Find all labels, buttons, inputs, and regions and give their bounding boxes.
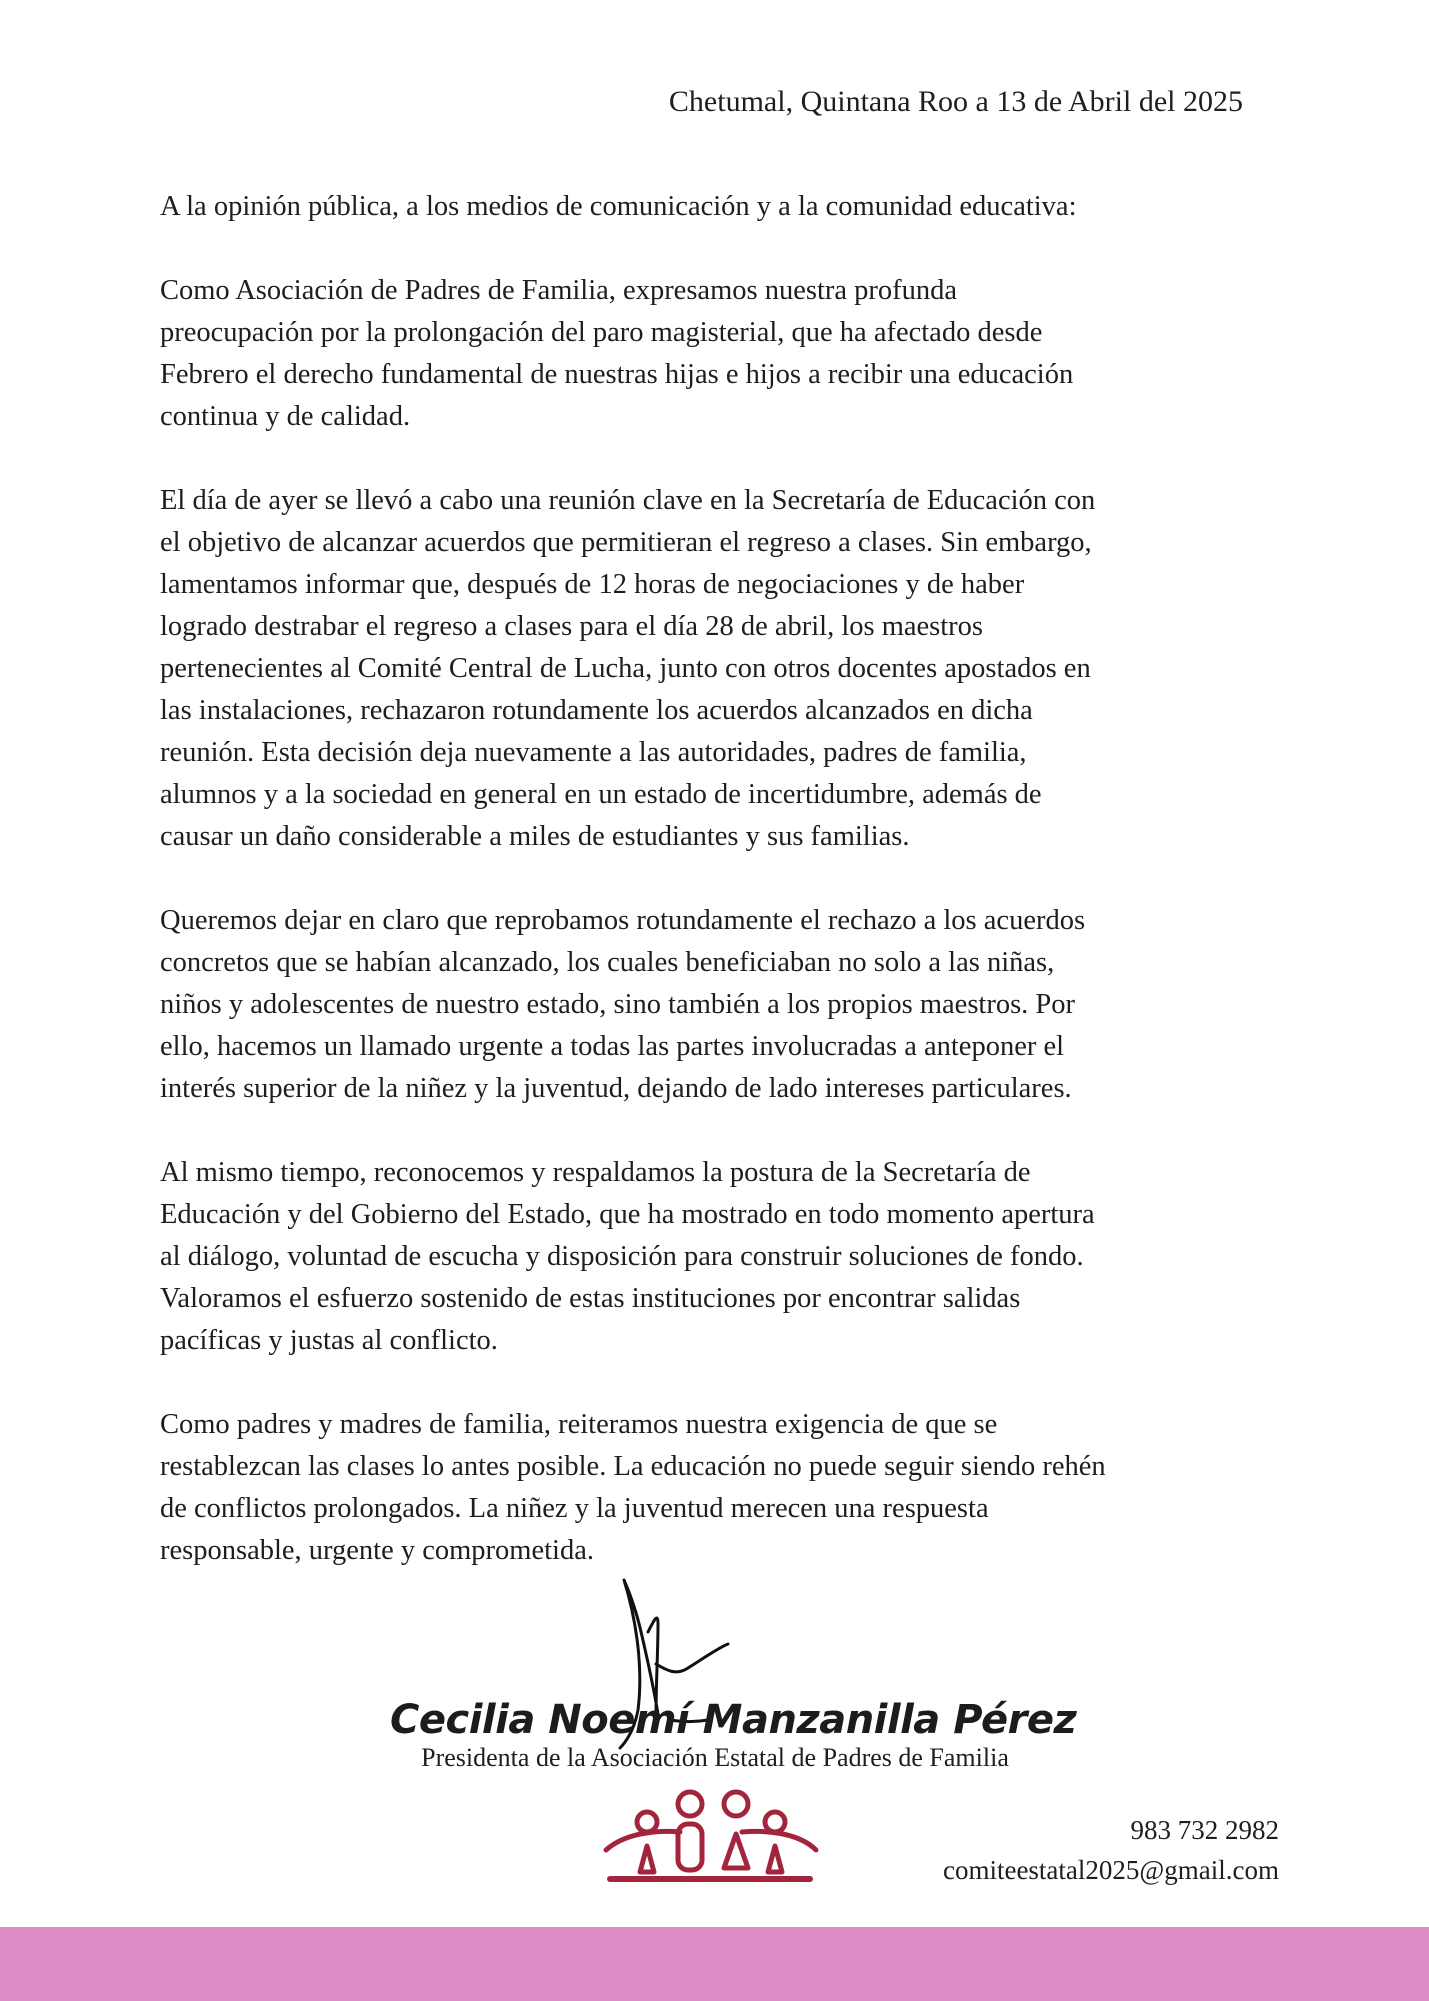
- salutation-paragraph: A la opinión pública, a los medios de comunicación y a la comunidad educativa:: [160, 191, 1077, 222]
- family-figures-logo-icon: [600, 1784, 822, 1888]
- body-paragraph-meeting: El día de ayer se llevó a cabo una reunión clave en la Secretaría de Educación con el objetivo de alcanzar acuerdos que permitieran el regreso a clases. Sin embargo, lamentamos informar que, después de 12 horas de negociaciones y de haber logrado destrabar el regreso a clases para el día 28 de abril, los maestros pertenecientes al Comité Central de Lucha, junto con otros docentes apostados en las instalaciones, rechazaron rotundamente los acuerdos alcanzados en dicha reunión. Esta decisión deja nuevamente a las autoridades, padres de familia, alumnos y a la sociedad en general en un estado de incertidumbre, además de causar un daño considerable a miles de estudiantes y sus familias.: [160, 485, 1096, 852]
- body-paragraph-rejection: Queremos dejar en claro que reprobamos rotundamente el rechazo a los acuerdos concretos que se habían alcanzado, los cuales beneficiaban no solo a las niñas, niños y adolescentes de nuestro estado, sino también a los propios maestros. Por ello, hacemos un llamado urgente a todas las partes involucradas a anteponer el interés superior de la niñez y la juventud, dejando de lado intereses particulares.: [160, 905, 1086, 1104]
- signer-name: Cecilia Noemí Manzanilla Pérez: [390, 1697, 1077, 1743]
- body-paragraph-concern: Como Asociación de Padres de Familia, expresamos nuestra profunda preocupación por la prolongación del paro magisterial, que ha afectado desde Febrero el derecho fundamental de nuestras hijas e hijos a recibir una educación continua y de calidad.: [160, 275, 1074, 432]
- contact-phone: 983 732 2982: [1130, 1815, 1279, 1845]
- letter-date: Chetumal, Quintana Roo a 13 de Abril del 2025: [668, 85, 1243, 118]
- footer-band: [0, 1927, 1429, 2001]
- letter-body: [160, 186, 1270, 1572]
- contact-info: [943, 1810, 1279, 1890]
- contact-email: comiteestatal2025@gmail.com: [942, 1855, 1279, 1885]
- body-paragraph-demand: Como padres y madres de familia, reiteramos nuestra exigencia de que se restablezcan las clases lo antes posible. La educación no puede seguir siendo rehén de conflictos prolongados. La niñez y la juventud merecen una respuesta responsable, urgente y comprometida.: [160, 1409, 1106, 1566]
- signer-role: Presidenta de la Asociación Estatal de Padres de Familia: [421, 1743, 1009, 1772]
- body-paragraph-support: Al mismo tiempo, reconocemos y respaldamos la postura de la Secretaría de Educación y del Gobierno del Estado, que ha mostrado en todo momento apertura al diálogo, voluntad de escucha y disposición para construir soluciones de fondo. Valoramos el esfuerzo sostenido de estas instituciones por encontrar salidas pacíficas y justas al conflicto.: [160, 1157, 1095, 1356]
